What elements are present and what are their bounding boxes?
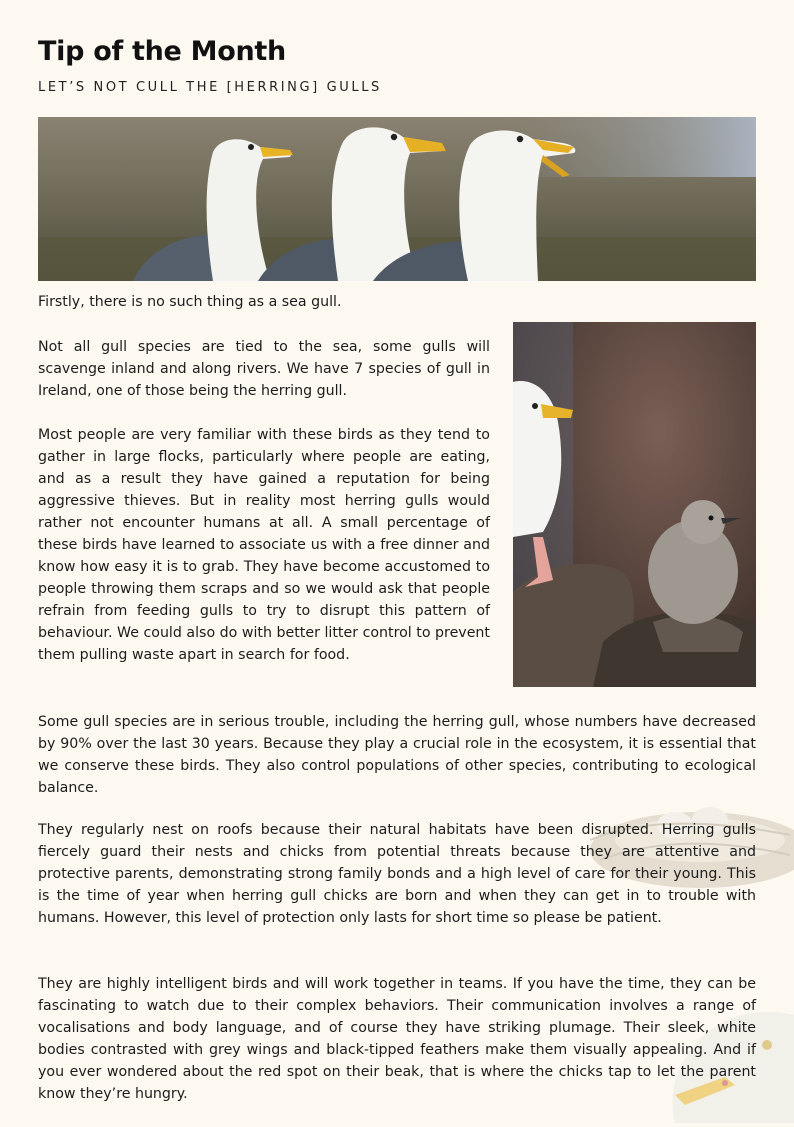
paragraph-intro: Firstly, there is no such thing as a sea gull. — [38, 294, 342, 310]
paragraph-behaviour: Most people are very familiar with these birds as they tend to gather in large flocks, particularly where people are eating, and as a result they have gained a reputation for being aggressive thieves. But in reality most herring gulls would rather not encounter humans at all. A small percentage of these birds have learned to associate us with a free dinner and know how easy it is to grab. They have become accustomed to people throwing them scraps and so we would ask that people refrain from feeding gulls to try to disrupt this pattern of behaviour. We could also do with better litter control to prevent them pulling waste apart in search for food. — [38, 427, 490, 663]
hero-photo — [38, 117, 756, 281]
paragraph-nesting: They regularly nest on roofs because their natural habitats have been disrupted. Herring gulls fiercely guard their nests and chicks from potential threats because they are attentive and protective parents, demonstrating strong family bonds and a high level of care for their young. This is the time of year when herring gull chicks are born and when they can get in to trouble with humans. However, this level of protection only lasts for short time so please be patient. — [38, 822, 756, 926]
side-photo — [513, 322, 756, 687]
page-subtitle: LET’S NOT CULL THE [HERRING] GULLS — [38, 80, 382, 95]
paragraph-intelligence: They are highly intelligent birds and will work together in teams. If you have the time, they can be fascinating to watch due to their complex behaviors. Their communication involves a range of vocalisations and body language, and of course they have striking plumage. Their sleek, white bodies contrasted with grey wings and black-tipped feathers make them visually appealing. And if you ever wondered about the red spot on their beak, that is where the chicks tap to let the parent know they’re hungry. — [38, 976, 756, 1102]
paragraph-species: Not all gull species are tied to the sea, some gulls will scavenge inland and along rivers. We have 7 species of gull in Ireland, one of those being the herring gull. — [38, 339, 490, 399]
page-title: Tip of the Month — [38, 36, 286, 67]
paragraph-conservation: Some gull species are in serious trouble, including the herring gull, whose numbers have decreased by 90% over the last 30 years. Because they play a crucial role in the ecosystem, it is essential that we conserve these birds. They also control populations of other species, contributing to ecological balance. — [38, 714, 756, 796]
